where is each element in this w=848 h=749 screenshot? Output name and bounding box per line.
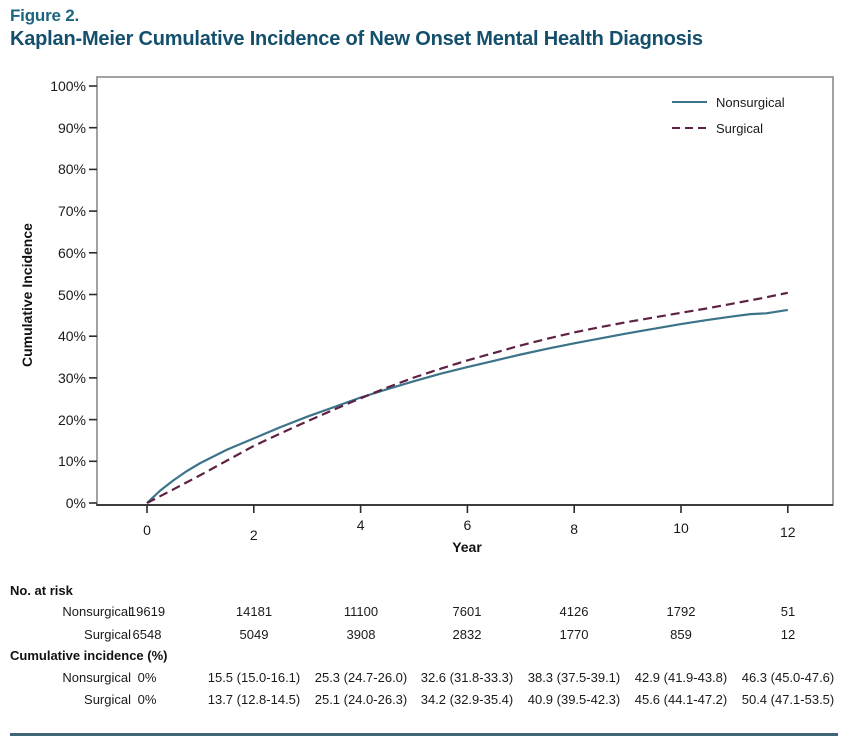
x-tick-label: 2 <box>249 527 258 543</box>
y-tick-label: 80% <box>57 161 86 178</box>
nonsurgical-line-swatch-icon <box>672 101 707 103</box>
incidence-value: 25.1 (24.0-26.3) <box>314 692 408 707</box>
y-tick-label: 70% <box>57 203 86 220</box>
x-tick-label: 6 <box>463 517 472 533</box>
risk-value: 11100 <box>343 604 379 619</box>
incidence-value: 0% <box>137 670 157 685</box>
incidence-value: 25.3 (24.7-26.0) <box>314 670 408 685</box>
series-line-surgical <box>147 293 788 503</box>
x-tick-label: 0 <box>143 522 151 538</box>
incidence-value: 34.2 (32.9-35.4) <box>420 692 514 707</box>
y-axis-title: Cumulative Incidence <box>19 223 35 367</box>
legend-label-nonsurgical: Nonsurgical <box>716 94 785 110</box>
incidence-value: 42.9 (41.9-43.8) <box>634 670 728 685</box>
y-tick-label: 100% <box>50 78 86 94</box>
series-line-nonsurgical <box>147 310 788 503</box>
risk-value: 6548 <box>132 627 162 642</box>
risk-value: 4126 <box>559 604 589 619</box>
legend-entry-surgical <box>672 118 785 138</box>
table-row <box>0 692 848 706</box>
x-tick-label: 12 <box>780 524 796 540</box>
risk-value: 3908 <box>346 627 376 642</box>
incidence-value: 45.6 (44.1-47.2) <box>634 692 728 707</box>
x-tick-label: 8 <box>570 521 579 537</box>
row-label-nonsurgical: Nonsurgical <box>62 604 131 619</box>
risk-value: 19619 <box>128 604 166 619</box>
row-label-surgical: Surgical <box>84 692 131 707</box>
figure-number-label: Figure 2. <box>10 6 80 25</box>
no-at-risk-heading: No. at risk <box>10 583 73 598</box>
y-tick-label: 30% <box>57 369 86 386</box>
risk-value: 5049 <box>239 627 269 642</box>
cumulative-incidence-heading: Cumulative incidence (%) <box>10 648 168 663</box>
bottom-rule-divider <box>10 733 838 736</box>
legend-label-surgical: Surgical <box>716 120 763 136</box>
x-axis-title: Year <box>452 539 482 555</box>
y-tick-label: 10% <box>57 453 86 470</box>
incidence-value: 50.4 (47.1-53.5) <box>741 692 835 707</box>
y-tick-label: 20% <box>57 411 86 428</box>
table-row <box>0 627 848 641</box>
y-tick-label: 50% <box>57 286 86 303</box>
row-label-surgical: Surgical <box>84 627 131 642</box>
figure-title: Kaplan-Meier Cumulative Incidence of New Onset Mental Health Diagnosis <box>10 28 703 50</box>
risk-value: 1792 <box>666 604 696 619</box>
risk-value: 12 <box>780 627 796 642</box>
risk-value: 51 <box>780 604 796 619</box>
y-tick-label: 40% <box>57 328 86 345</box>
risk-value: 1770 <box>559 627 589 642</box>
x-tick-label: 4 <box>356 517 365 533</box>
y-tick-label: 0% <box>65 495 86 511</box>
row-label-nonsurgical: Nonsurgical <box>62 670 131 685</box>
surgical-line-swatch-icon <box>672 127 707 129</box>
chart-legend <box>672 92 785 144</box>
y-tick-label: 60% <box>57 244 86 261</box>
table-row <box>0 604 848 618</box>
incidence-value: 38.3 (37.5-39.1) <box>527 670 621 685</box>
incidence-value: 32.6 (31.8-33.3) <box>420 670 514 685</box>
incidence-value: 0% <box>137 692 157 707</box>
risk-value: 2832 <box>452 627 482 642</box>
y-tick-label: 90% <box>57 119 86 136</box>
incidence-value: 46.3 (45.0-47.6) <box>741 670 835 685</box>
incidence-value: 13.7 (12.8-14.5) <box>207 692 301 707</box>
table-row <box>0 670 848 684</box>
x-tick-label: 10 <box>673 520 689 536</box>
incidence-value: 15.5 (15.0-16.1) <box>207 670 301 685</box>
risk-value: 7601 <box>452 604 482 619</box>
incidence-value: 40.9 (39.5-42.3) <box>527 692 621 707</box>
legend-entry-nonsurgical <box>672 92 785 112</box>
risk-value: 859 <box>670 627 692 642</box>
risk-value: 14181 <box>235 604 273 619</box>
